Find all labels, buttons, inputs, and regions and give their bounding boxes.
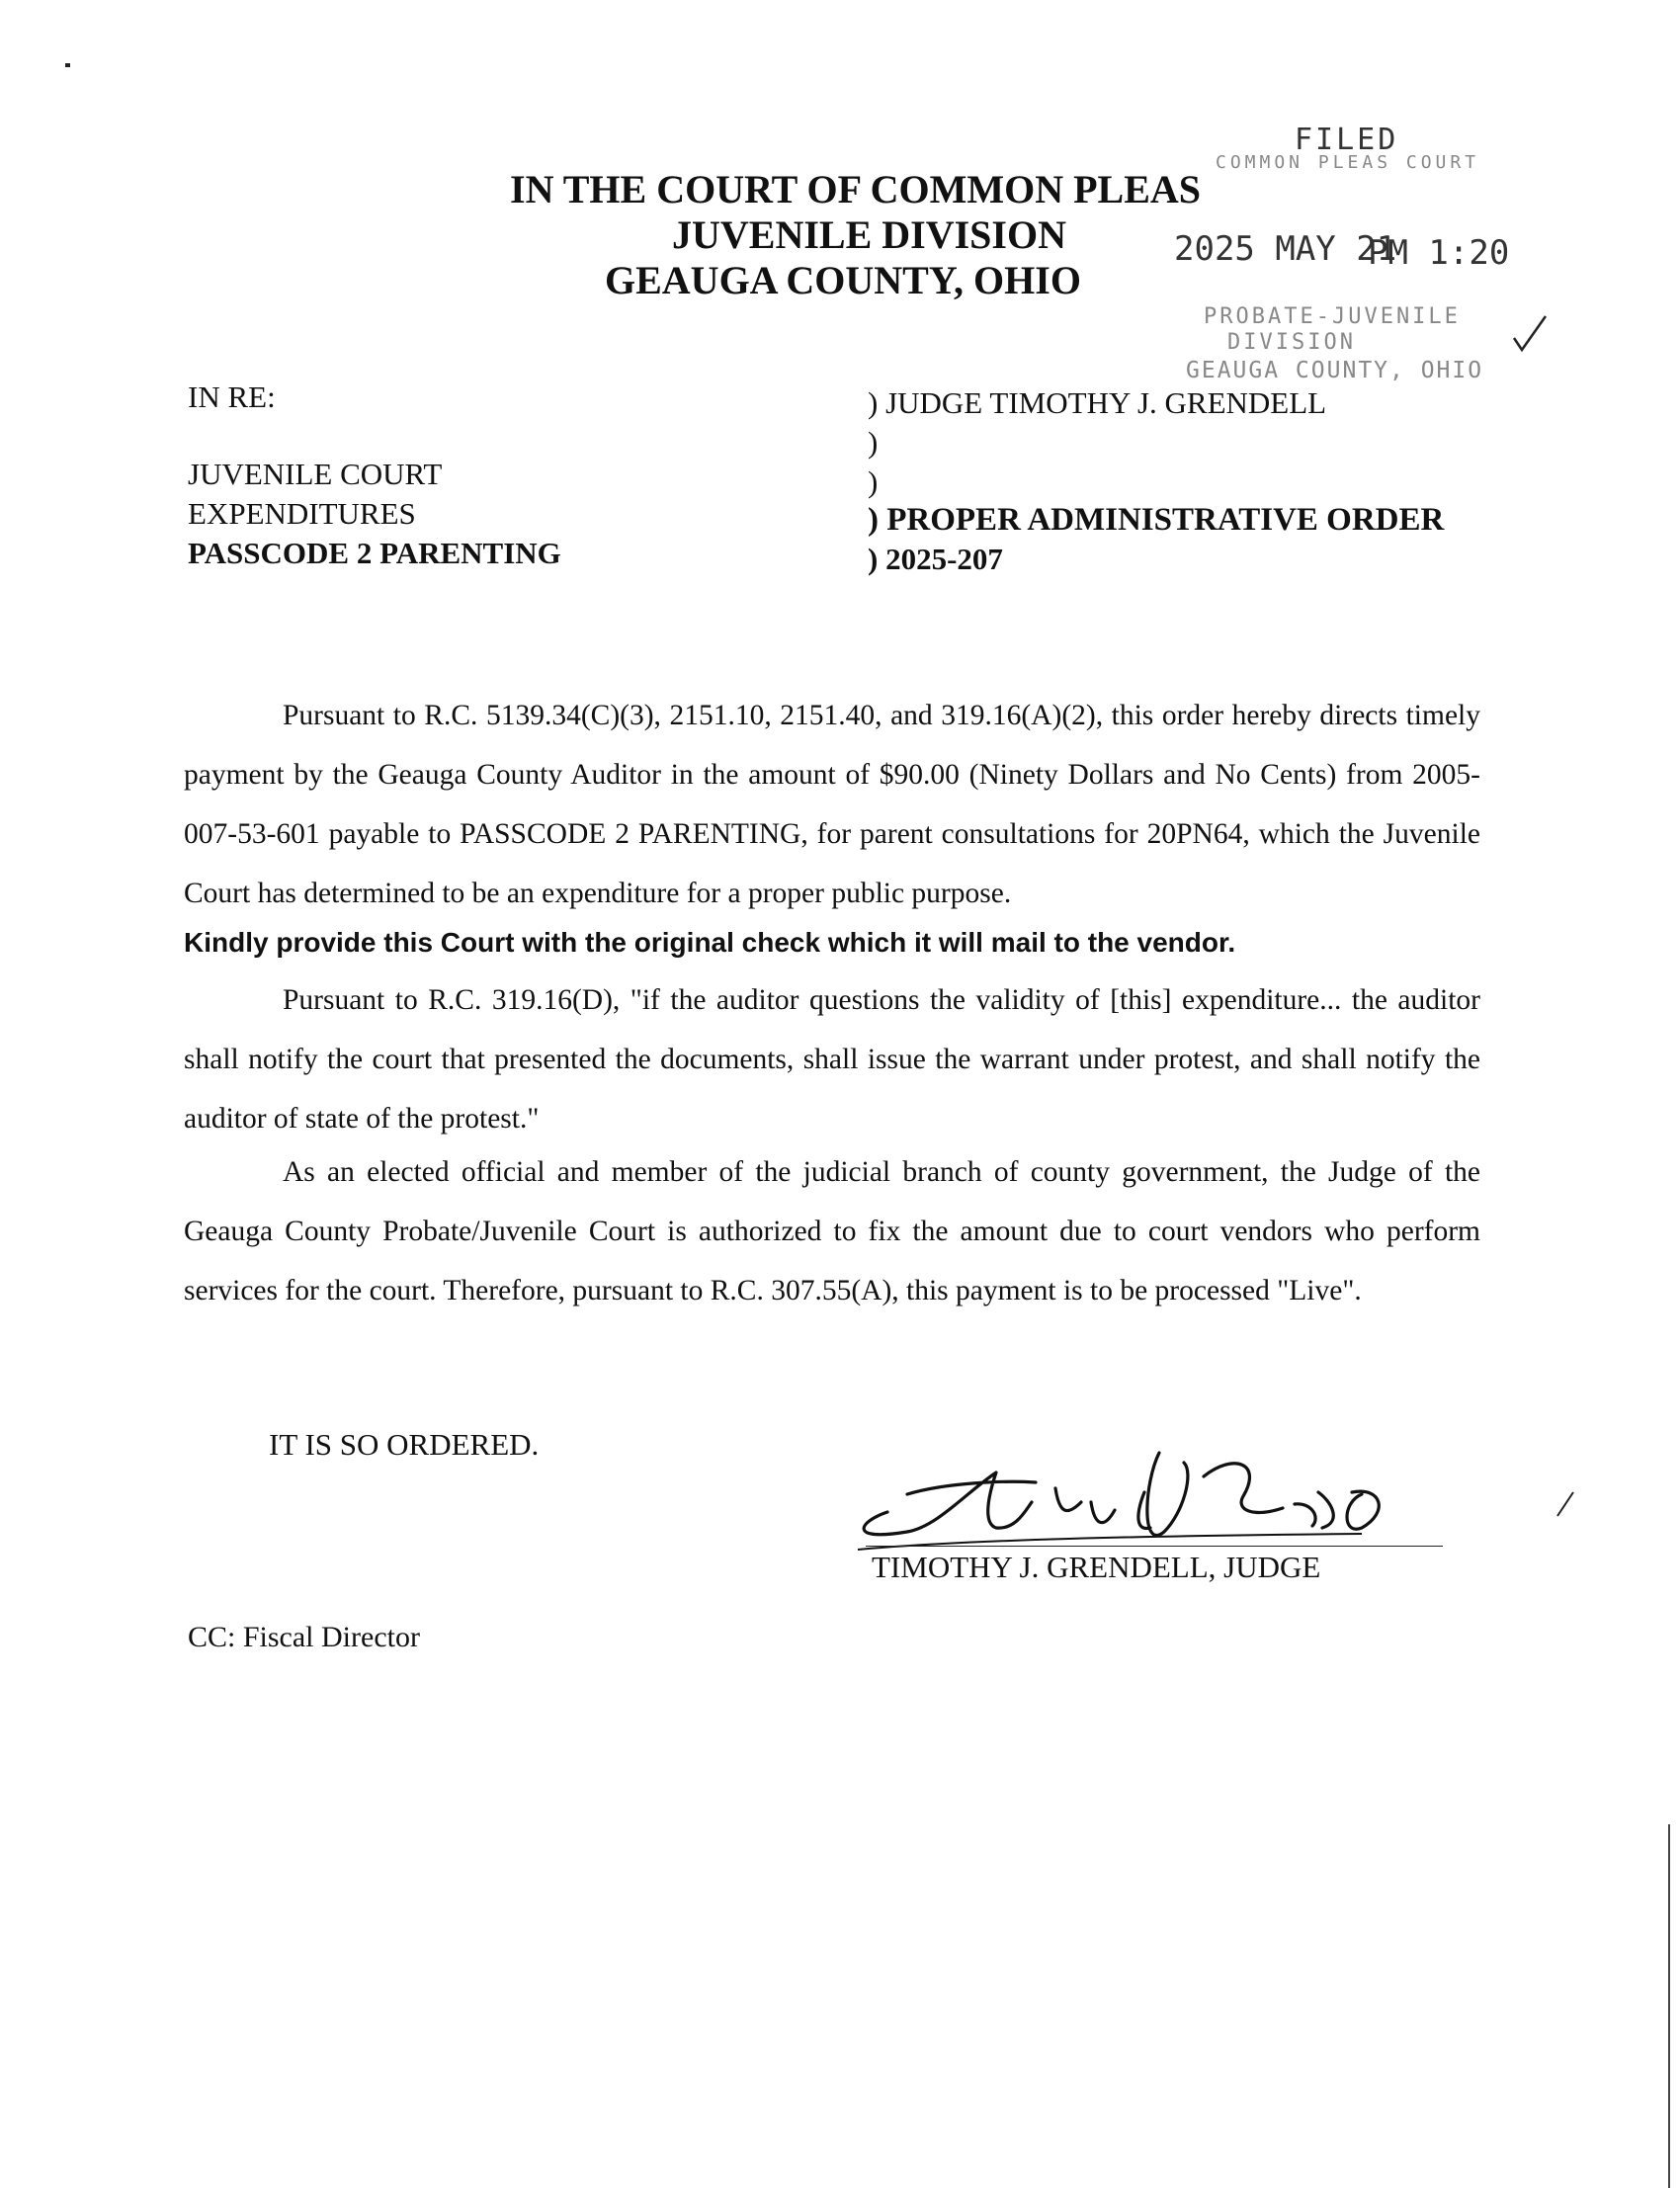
in-re-label: IN RE: — [188, 379, 276, 414]
paragraph-auditor-protest: Pursuant to R.C. 319.16(D), "if the auditor questions the validity of [this] expenditure... the auditor shall notify the court that presented the documents, shall issue the warrant under protest, and shall notify the auditor of state of the protest." — [184, 984, 1480, 1135]
so-ordered-text: IT IS SO ORDERED. — [269, 1427, 540, 1462]
case-subject-vendor: PASSCODE 2 PARENTING — [188, 536, 561, 570]
filed-stamp-date: 2025 MAY 21 — [1174, 229, 1397, 269]
judge-line: ) JUDGE TIMOTHY J. GRENDELL — [868, 385, 1327, 420]
slash-mark-icon — [1555, 1490, 1575, 1518]
filed-stamp-time: PM 1:20 — [1368, 233, 1510, 273]
court-caption-line-1: IN THE COURT OF COMMON PLEAS — [510, 167, 1202, 211]
case-subject-line: EXPENDITURES — [188, 496, 416, 531]
court-caption-line-3: GEAUGA COUNTY, OHIO — [605, 258, 1081, 302]
scan-speck — [65, 63, 70, 67]
paragraph-payment-directive: Pursuant to R.C. 5139.34(C)(3), 2151.10, 2151.40, and 319.16(A)(2), this order hereby directs timely payment by the Geauga County Auditor in the amount of $90.00 (Ninety Dollars and No Cents) from 2005-007-53-601 payable to PASSCODE 2 PARENTING, for parent consultations for 20PN64, which the Juvenile Court has determined to be an expenditure for a proper public purpose. — [184, 700, 1480, 909]
filed-stamp-division: PROBATE-JUVENILE — [1204, 304, 1461, 329]
filed-stamp-county: GEAUGA COUNTY, OHIO — [1186, 358, 1484, 383]
filed-stamp-division: DIVISION — [1227, 330, 1356, 355]
signature-line — [866, 1546, 1443, 1547]
caption-paren: ) — [868, 464, 879, 499]
scan-edge-artifact — [1668, 1824, 1670, 2188]
caption-paren: ) — [868, 425, 879, 460]
court-caption-line-2: JUVENILE DIVISION — [672, 212, 1066, 257]
filed-stamp-court: COMMON PLEAS COURT — [1216, 152, 1480, 173]
paragraph-check-instruction: Kindly provide this Court with the original check which it will mail to the vendor. — [184, 927, 1236, 958]
cc-line: CC: Fiscal Director — [188, 1621, 420, 1653]
order-title: ) PROPER ADMINISTRATIVE ORDER — [868, 502, 1445, 538]
paragraph-judicial-authority: As an elected official and member of the judicial branch of county government, the Judge of the Geauga County Probate/Juvenile Court is authorized to fix the amount due to court vendors who perform services for the court. Therefore, pursuant to R.C. 307.55(A), this payment is to be processed "Live". — [184, 1156, 1480, 1306]
order-number: ) 2025-207 — [868, 542, 1003, 576]
signatory-name: TIMOTHY J. GRENDELL, JUDGE — [872, 1550, 1321, 1584]
check-mark-icon — [1512, 314, 1548, 354]
case-subject-line: JUVENILE COURT — [188, 457, 443, 491]
judge-signature — [848, 1433, 1401, 1561]
filed-stamp-label: FILED — [1295, 123, 1399, 157]
